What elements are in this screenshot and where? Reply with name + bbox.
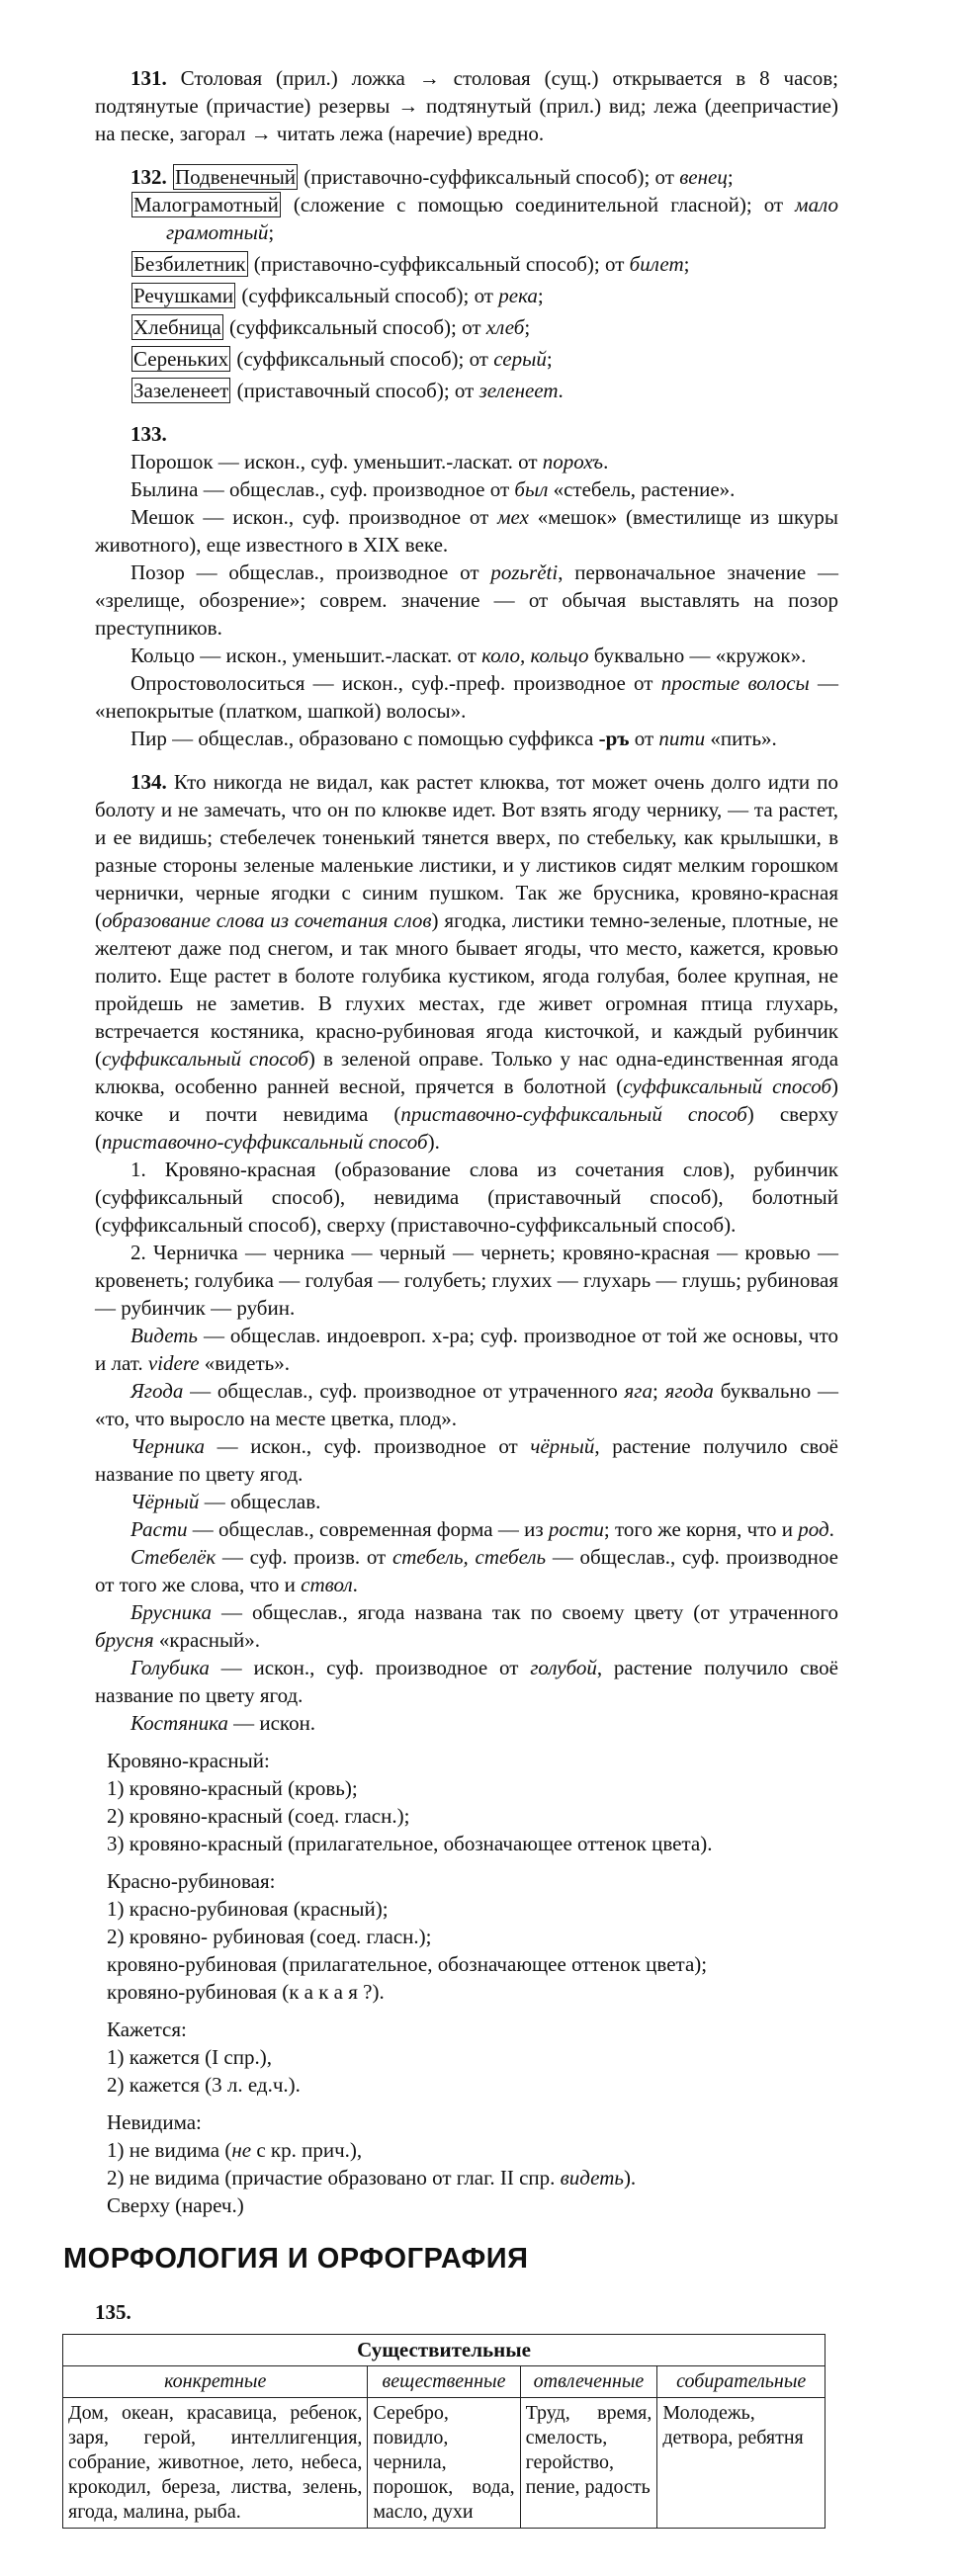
- exercise-133: [95, 420, 838, 752]
- section-title: МОРФОЛОГИЯ И ОРФОГРАФИЯ: [63, 2243, 529, 2275]
- table-title: Существительные: [63, 2335, 826, 2366]
- list-title: Кажется:: [107, 2018, 187, 2041]
- etymology-entry: Былина — общеслав., суф. производное от был «стебель, растение».: [130, 477, 736, 501]
- list-title: Невидима:: [107, 2110, 202, 2134]
- column-header: вещественные: [368, 2366, 520, 2398]
- list-title: Кровяно-красный:: [107, 1749, 270, 1772]
- column-header: конкретные: [63, 2366, 368, 2398]
- list-item: 1) не видима (не с кр. прич.),: [107, 2138, 363, 2162]
- text-column: [63, 64, 839, 2529]
- exercise-number-line: [95, 2298, 838, 2326]
- etymology-entry: Голубика — искон., суф. производное от голубой, растение получило своё название по цвету ягод.: [95, 1656, 838, 1707]
- word-analysis-row: [95, 163, 838, 191]
- nouns-table: [62, 2334, 826, 2529]
- exercise-132: [95, 163, 838, 404]
- source-word: мало грамотный: [166, 193, 838, 244]
- analysis-text: (приставочный способ); от: [231, 379, 479, 402]
- exercise-number-line: [95, 420, 838, 448]
- list-item: 1) кажется (I спр.),: [107, 2045, 272, 2069]
- punctuation: ;: [524, 315, 531, 339]
- word-analysis-row: [95, 345, 838, 373]
- exercise-131: [95, 64, 838, 147]
- table-header-row: [63, 2366, 826, 2398]
- etymology-entry: Кольцо — искон., уменьшит.-ласкат. от коло, кольцо буквально — «кружок».: [130, 644, 807, 667]
- etymology-entry: Ягода — общеслав., суф. производное от утраченного яга; ягода буквально — «то, что выросло на месте цветка, плод».: [95, 1379, 838, 1430]
- source-word: серый: [493, 347, 547, 371]
- etymology-entry: Стебелёк — суф. произв. от стебель, стебель — общеслав., суф. производное от того же слова, что и ствол.: [95, 1545, 838, 1596]
- list-item: 1) красно-рубиновая (красный);: [107, 1897, 389, 1921]
- source-word: зеленеет: [478, 379, 559, 402]
- table-cell: Серебро, повидло, чернила, порошок, вода, масло, духи: [368, 2398, 520, 2529]
- exercise-134: [95, 768, 838, 2219]
- analysed-word: Подвенечный: [175, 165, 297, 189]
- source-word: хлеб: [485, 315, 525, 339]
- etymology-entry: Опростоволоситься — искон., суф.-преф. производное от простые волосы — «непокрытые (платком, шапкой) волосы».: [95, 671, 838, 723]
- exercise-number: 135.: [95, 2300, 131, 2324]
- analysis-text: (суффиксальный способ); от: [223, 315, 486, 339]
- etymology-entry: Черника — искон., суф. производное от чёрный, растение получило своё название по цвету ягод.: [95, 1434, 838, 1486]
- analysis-text: (приставочно-суффиксальный способ); от: [299, 165, 680, 189]
- exercise-text: Столовая (прил.) ложка → столовая (сущ.) открывается в 8 часов; подтянутые (причастие) резервы → подтянутый (прил.) вид; лежа (деепричастие) на песке, загорал → читать лежа (наречие) вредно.: [95, 66, 838, 145]
- analysed-word: Зазеленеет: [133, 379, 229, 402]
- answer-2: 2. Черничка — черника — черный — чернеть; кровяно-красная — кровью — кровенеть; голубика — голубая — голубеть; глухих — глухарь — глушь; рубиновая — рубинчик — рубин.: [95, 1241, 838, 1320]
- etymology-entry: Брусника — общеслав., ягода названа так по своему цвету (от утраченного брусня «красный».: [95, 1600, 838, 1652]
- etymology-entry: Костяника — искон.: [130, 1711, 316, 1735]
- punctuation: ;: [537, 284, 544, 307]
- list-item: Сверху (нареч.): [107, 2193, 244, 2217]
- analysed-word: Речушками: [133, 284, 234, 307]
- list-item: 1) кровяно-красный (кровь);: [107, 1776, 358, 1800]
- table-cell: Дом, океан, красавица, ребенок, заря, герой, интеллигенция, собрание, животное, лето, небеса, крокодил, береза, листва, зелень, ягода, малина, рыба.: [63, 2398, 368, 2529]
- analysed-word: Безбилетник: [133, 252, 246, 276]
- column-header: отвлеченные: [520, 2366, 657, 2398]
- list-item: 2) кажется (3 л. ед.ч.).: [107, 2073, 301, 2097]
- source-word: венец: [679, 165, 728, 189]
- analysed-word: Малограмотный: [133, 193, 279, 216]
- exercise-number: 134.: [130, 770, 167, 794]
- list-item: кровяно-рубиновая (к а к а я ?).: [107, 1980, 385, 2004]
- exercise-number: 132.: [130, 165, 167, 189]
- etymology-entry: Пир — общеслав., образовано с помощью суффикса -ръ от пити «пить».: [130, 727, 777, 750]
- etymology-entry: Чёрный — общеслав.: [130, 1490, 321, 1513]
- column-header: собирательные: [657, 2366, 826, 2398]
- source-word: река: [498, 284, 538, 307]
- analysed-word: Сереньких: [133, 347, 229, 371]
- exercise-number: 133.: [130, 422, 167, 446]
- analysed-word: Хлебница: [133, 315, 221, 339]
- table-cell: Труд, время, смелость, геройство, пение, радость: [520, 2398, 657, 2529]
- word-analysis-row: [130, 191, 838, 246]
- punctuation: ;: [268, 220, 275, 244]
- analysis-text: (сложение с помощью соединительной гласной); от: [281, 193, 796, 216]
- list-item: 2) кровяно-красный (соед. гласн.);: [107, 1804, 410, 1828]
- list-item: 3) кровяно-красный (прилагательное, обозначающее оттенок цвета).: [107, 1832, 713, 1855]
- etymology-entry: Позор — общеслав., производное от pozьrěti, первоначальное значение — «зрелище, обозрение»; соврем. значение — от обычая выставлять на позор преступников.: [95, 560, 838, 640]
- analysis-text: (суффиксальный способ); от: [236, 284, 499, 307]
- list-title: Красно-рубиновая:: [107, 1869, 276, 1893]
- etymology-entry: Мешок — искон., суф. производное от мех «мешок» (вместилище из шкуры животного), еще известного в XIX веке.: [95, 505, 838, 557]
- table-row: [63, 2398, 826, 2529]
- exercise-135: [68, 2298, 838, 2529]
- word-analysis-row: [95, 377, 838, 404]
- analysis-text: (суффиксальный способ); от: [231, 347, 494, 371]
- morpheme-lists: [95, 1747, 838, 2219]
- analysis-text: (приставочно-суффиксальный способ); от: [248, 252, 630, 276]
- etymology-entry: Расти — общеслав., современная форма — из рости; того же корня, что и род.: [130, 1517, 834, 1541]
- list-item: кровяно-рубиновая (прилагательное, обозначающее оттенок цвета);: [107, 1952, 708, 1976]
- word-analysis-row: [95, 282, 838, 309]
- list-item: 2) не видима (причастие образовано от глаг. II спр. видеть).: [107, 2166, 637, 2190]
- source-word: билет: [629, 252, 684, 276]
- punctuation: ;: [683, 252, 690, 276]
- word-analysis-row: [95, 250, 838, 278]
- word-analysis-row: [95, 313, 838, 341]
- punctuation: ;: [727, 165, 734, 189]
- exercise-number: 131.: [130, 66, 167, 90]
- punctuation: ;: [546, 347, 553, 371]
- table-cell: Молодежь, детвора, ребятня: [657, 2398, 826, 2529]
- list-item: 2) кровяно- рубиновая (соед. гласн.);: [107, 1925, 432, 1948]
- answer-1: 1. Кровяно-красная (образование слова из сочетания слов), рубинчик (суффиксальный способ), невидима (приставочный способ), болотный (суффиксальный способ), сверху (приставочно-суффиксальный способ).: [95, 1158, 838, 1237]
- exercise-text: 134. Кто никогда не видал, как растет клюква, тот может очень долго идти по болоту и не замечать, что он по клюкве идет. Вот взять ягоду чернику, — та растет, и ее видишь; стебелечек тоненький тянется вверх, по стебельку, как крылышки, в разные стороны зеленые маленькие листики, и у листиков сидят мелким горошком чернички, черные ягодки с синим пушком. Так же брусника, кровяно-красная (образование слова из сочетания слов) ягодка, листики темно-зеленые, плотные, не желтеют даже под снегом, и так много бывает ягоды, что место, кажется, кровью полито. Еще растет в болоте голубика кустиком, ягода голубая, более крупная, не пройдешь не заметив. В глухих местах, где живет огромная птица глухарь, встречается костяника, красно-рубиновая ягода кисточкой, и каждый рубинчик (суффиксальный способ) в зеленой оправе. Только у нас одна-единственная ягода клюква, особенно ранней весной, прячется в болотной (суффиксальный способ) кочке и почти невидима (приставочно-суффиксальный способ) сверху (приставочно-суффиксальный способ).: [95, 770, 839, 1154]
- etymology-entry: Видеть — общеслав. индоевроп. х-ра; суф. производное от той же основы, что и лат. videre «видеть».: [95, 1324, 838, 1375]
- etymology-entry: Порошок — искон., суф. уменьшит.-ласкат. от порохъ.: [130, 450, 609, 473]
- punctuation: .: [558, 379, 564, 402]
